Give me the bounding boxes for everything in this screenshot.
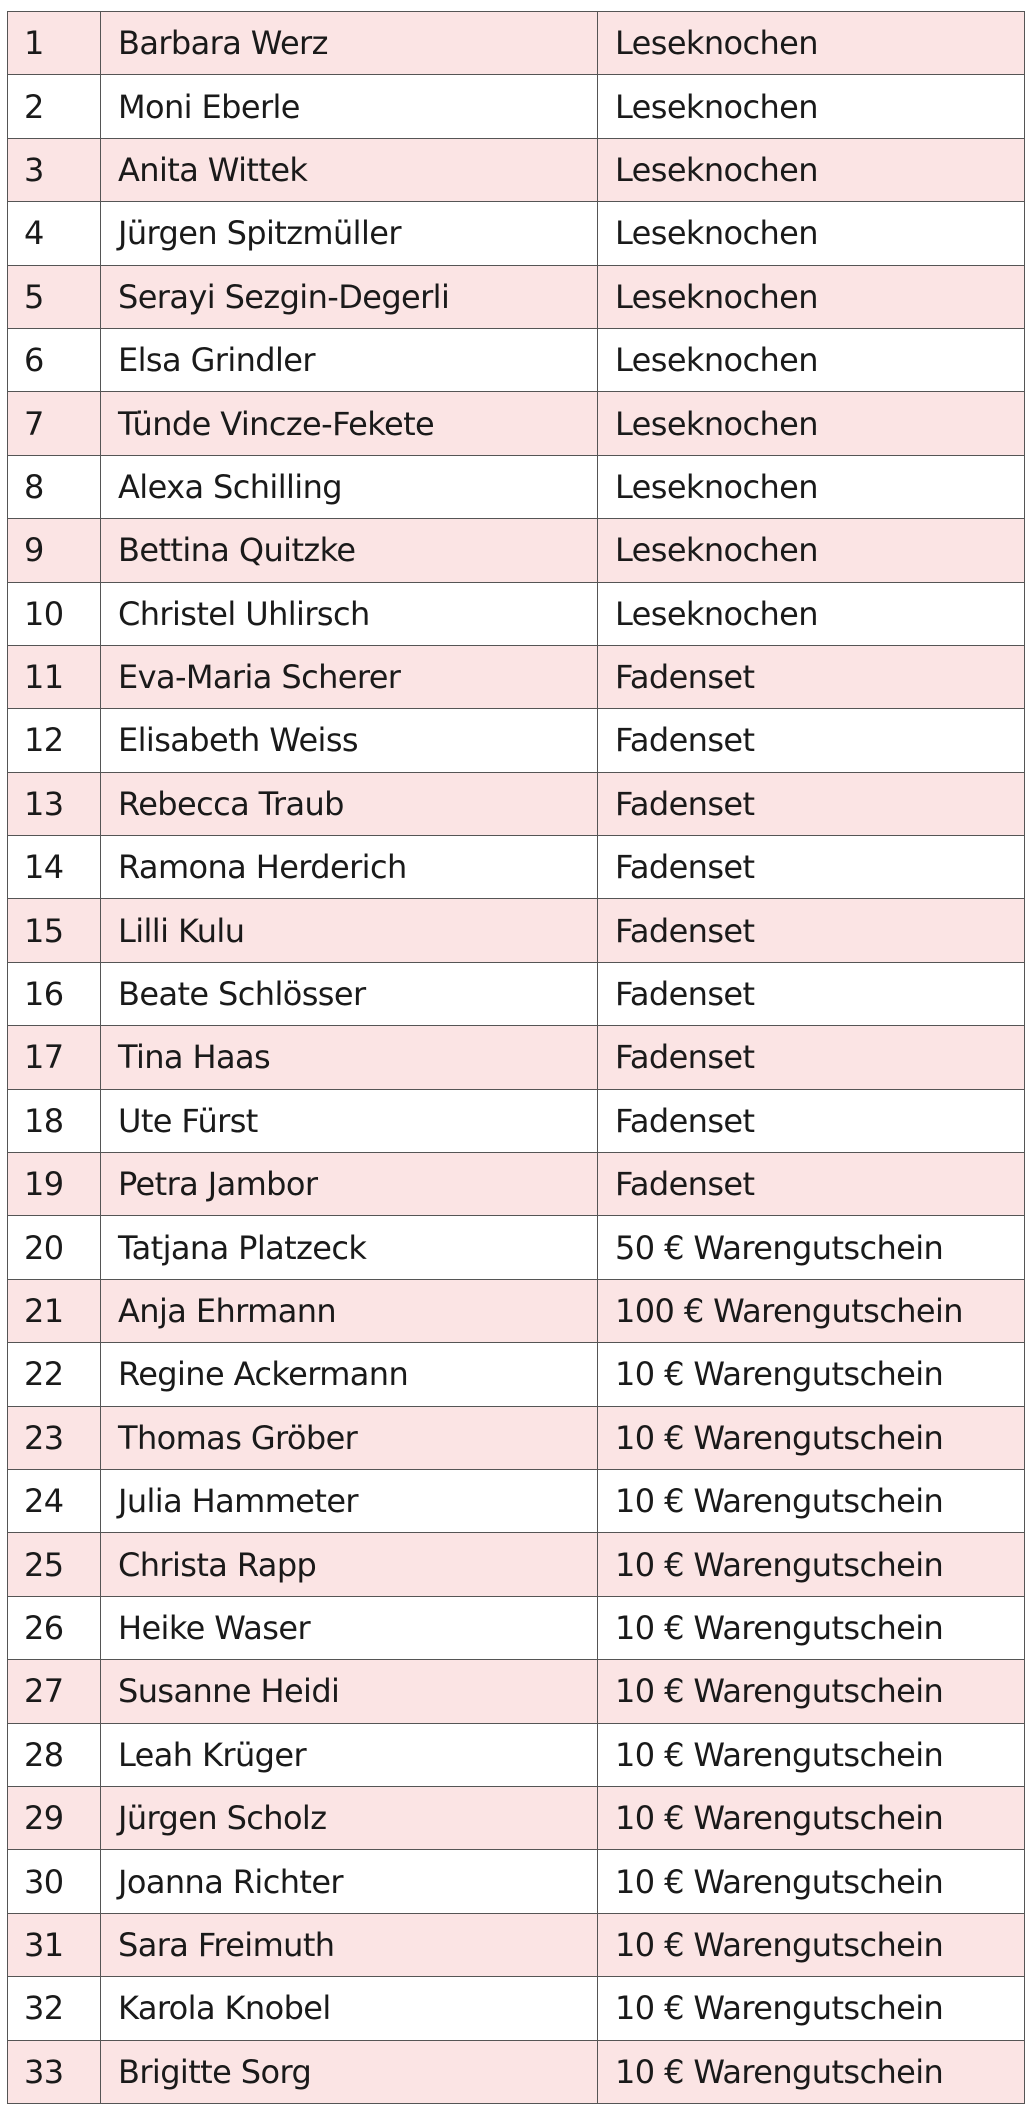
winner-name-cell: Ute Fürst: [101, 1089, 598, 1152]
prize-cell: 10 € Warengutschein: [598, 1596, 1025, 1659]
prize-cell: Leseknochen: [598, 12, 1025, 75]
table-row: [8, 1850, 1025, 1913]
table-row: [8, 265, 1025, 328]
row-number-cell: 10: [8, 582, 101, 645]
winner-name-cell: Barbara Werz: [101, 12, 598, 75]
winner-name-cell: Elsa Grindler: [101, 328, 598, 391]
row-number-cell: 5: [8, 265, 101, 328]
winner-name-cell: Rebecca Traub: [101, 772, 598, 835]
table-row: [8, 1977, 1025, 2040]
prize-cell: Fadenset: [598, 836, 1025, 899]
winner-name-cell: Anita Wittek: [101, 138, 598, 201]
row-number-cell: 30: [8, 1850, 101, 1913]
prize-cell: Fadenset: [598, 899, 1025, 962]
row-number-cell: 17: [8, 1026, 101, 1089]
table-row: [8, 2040, 1025, 2103]
row-number-cell: 1: [8, 12, 101, 75]
table-row: [8, 1153, 1025, 1216]
table-row: [8, 1596, 1025, 1659]
prize-cell: 10 € Warengutschein: [598, 1343, 1025, 1406]
row-number-cell: 31: [8, 1913, 101, 1976]
row-number-cell: 32: [8, 1977, 101, 2040]
prize-cell: Fadenset: [598, 645, 1025, 708]
table-row: [8, 1723, 1025, 1786]
row-number-cell: 19: [8, 1153, 101, 1216]
winners-table-container: [7, 11, 1024, 2104]
table-row: [8, 392, 1025, 455]
row-number-cell: 14: [8, 836, 101, 899]
prize-cell: 10 € Warengutschein: [598, 1913, 1025, 1976]
table-row: [8, 836, 1025, 899]
table-row: [8, 75, 1025, 138]
prize-cell: Leseknochen: [598, 138, 1025, 201]
winner-name-cell: Thomas Gröber: [101, 1406, 598, 1469]
table-row: [8, 772, 1025, 835]
row-number-cell: 24: [8, 1469, 101, 1532]
table-row: [8, 328, 1025, 391]
prize-cell: Leseknochen: [598, 582, 1025, 645]
table-row: [8, 1660, 1025, 1723]
prize-cell: 10 € Warengutschein: [598, 1723, 1025, 1786]
table-row: [8, 1469, 1025, 1532]
row-number-cell: 23: [8, 1406, 101, 1469]
prize-cell: 10 € Warengutschein: [598, 1660, 1025, 1723]
table-row: [8, 582, 1025, 645]
prize-cell: Leseknochen: [598, 455, 1025, 518]
prize-cell: Leseknochen: [598, 75, 1025, 138]
winner-name-cell: Bettina Quitzke: [101, 519, 598, 582]
table-row: [8, 519, 1025, 582]
prize-cell: Fadenset: [598, 962, 1025, 1025]
row-number-cell: 33: [8, 2040, 101, 2103]
row-number-cell: 3: [8, 138, 101, 201]
winner-name-cell: Brigitte Sorg: [101, 2040, 598, 2103]
row-number-cell: 6: [8, 328, 101, 391]
row-number-cell: 18: [8, 1089, 101, 1152]
winner-name-cell: Regine Ackermann: [101, 1343, 598, 1406]
winners-table-body: [8, 12, 1025, 2104]
row-number-cell: 12: [8, 709, 101, 772]
table-row: [8, 709, 1025, 772]
table-row: [8, 12, 1025, 75]
row-number-cell: 29: [8, 1786, 101, 1849]
row-number-cell: 13: [8, 772, 101, 835]
winner-name-cell: Julia Hammeter: [101, 1469, 598, 1532]
table-row: [8, 1279, 1025, 1342]
winner-name-cell: Moni Eberle: [101, 75, 598, 138]
prize-cell: Leseknochen: [598, 392, 1025, 455]
row-number-cell: 4: [8, 202, 101, 265]
prize-cell: 10 € Warengutschein: [598, 1850, 1025, 1913]
row-number-cell: 22: [8, 1343, 101, 1406]
prize-cell: Fadenset: [598, 1026, 1025, 1089]
row-number-cell: 9: [8, 519, 101, 582]
winner-name-cell: Beate Schlösser: [101, 962, 598, 1025]
row-number-cell: 27: [8, 1660, 101, 1723]
winner-name-cell: Tina Haas: [101, 1026, 598, 1089]
prize-cell: Fadenset: [598, 1153, 1025, 1216]
winner-name-cell: Anja Ehrmann: [101, 1279, 598, 1342]
winner-name-cell: Christa Rapp: [101, 1533, 598, 1596]
prize-cell: 10 € Warengutschein: [598, 1786, 1025, 1849]
row-number-cell: 28: [8, 1723, 101, 1786]
table-row: [8, 1406, 1025, 1469]
table-row: [8, 1089, 1025, 1152]
prize-cell: 100 € Warengutschein: [598, 1279, 1025, 1342]
winner-name-cell: Eva-Maria Scherer: [101, 645, 598, 708]
table-row: [8, 962, 1025, 1025]
prize-cell: Leseknochen: [598, 328, 1025, 391]
prize-cell: Leseknochen: [598, 265, 1025, 328]
prize-cell: 10 € Warengutschein: [598, 1533, 1025, 1596]
prize-cell: 10 € Warengutschein: [598, 1469, 1025, 1532]
prize-cell: 10 € Warengutschein: [598, 1406, 1025, 1469]
table-row: [8, 899, 1025, 962]
winner-name-cell: Petra Jambor: [101, 1153, 598, 1216]
winner-name-cell: Joanna Richter: [101, 1850, 598, 1913]
prize-cell: 50 € Warengutschein: [598, 1216, 1025, 1279]
prize-cell: Fadenset: [598, 709, 1025, 772]
prize-cell: 10 € Warengutschein: [598, 1977, 1025, 2040]
winner-name-cell: Christel Uhlirsch: [101, 582, 598, 645]
winner-name-cell: Heike Waser: [101, 1596, 598, 1659]
row-number-cell: 26: [8, 1596, 101, 1659]
winner-name-cell: Ramona Herderich: [101, 836, 598, 899]
row-number-cell: 15: [8, 899, 101, 962]
prize-cell: Fadenset: [598, 1089, 1025, 1152]
winner-name-cell: Tünde Vincze-Fekete: [101, 392, 598, 455]
winner-name-cell: Leah Krüger: [101, 1723, 598, 1786]
table-row: [8, 645, 1025, 708]
table-row: [8, 1216, 1025, 1279]
prize-cell: Leseknochen: [598, 202, 1025, 265]
winner-name-cell: Karola Knobel: [101, 1977, 598, 2040]
prize-cell: Leseknochen: [598, 519, 1025, 582]
row-number-cell: 16: [8, 962, 101, 1025]
winner-name-cell: Jürgen Spitzmüller: [101, 202, 598, 265]
table-row: [8, 202, 1025, 265]
winner-name-cell: Jürgen Scholz: [101, 1786, 598, 1849]
winner-name-cell: Tatjana Platzeck: [101, 1216, 598, 1279]
winner-name-cell: Sara Freimuth: [101, 1913, 598, 1976]
table-row: [8, 1533, 1025, 1596]
table-row: [8, 1026, 1025, 1089]
row-number-cell: 21: [8, 1279, 101, 1342]
winners-table: [7, 11, 1025, 2104]
winner-name-cell: Elisabeth Weiss: [101, 709, 598, 772]
winner-name-cell: Serayi Sezgin-Degerli: [101, 265, 598, 328]
prize-cell: 10 € Warengutschein: [598, 2040, 1025, 2103]
table-row: [8, 1343, 1025, 1406]
table-row: [8, 138, 1025, 201]
row-number-cell: 8: [8, 455, 101, 518]
row-number-cell: 25: [8, 1533, 101, 1596]
table-row: [8, 455, 1025, 518]
table-row: [8, 1786, 1025, 1849]
row-number-cell: 20: [8, 1216, 101, 1279]
prize-cell: Fadenset: [598, 772, 1025, 835]
winner-name-cell: Alexa Schilling: [101, 455, 598, 518]
table-row: [8, 1913, 1025, 1976]
winner-name-cell: Lilli Kulu: [101, 899, 598, 962]
row-number-cell: 11: [8, 645, 101, 708]
winner-name-cell: Susanne Heidi: [101, 1660, 598, 1723]
row-number-cell: 2: [8, 75, 101, 138]
row-number-cell: 7: [8, 392, 101, 455]
